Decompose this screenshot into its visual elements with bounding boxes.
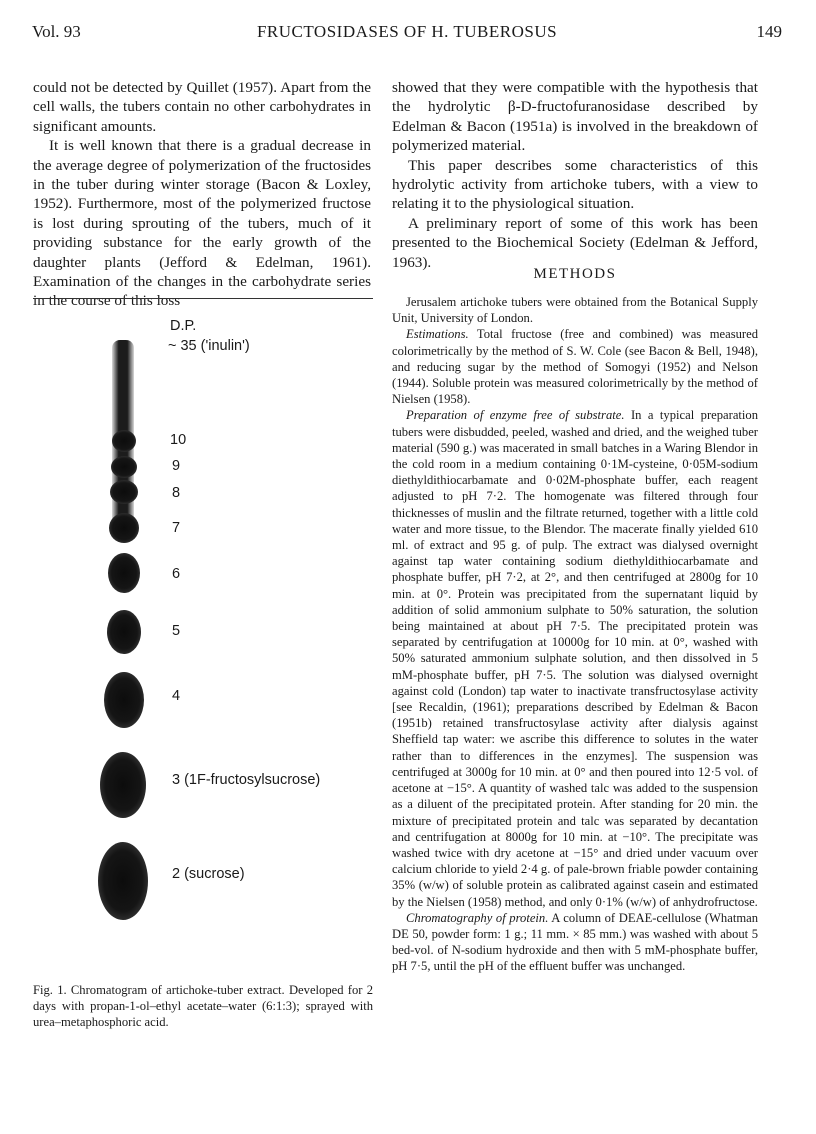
label-dp: D.P. [170,318,197,334]
methods-heading: METHODS [533,266,617,282]
label-4: 4 [172,688,181,704]
spot-dp4 [104,672,144,728]
label-3: 3 (1F-fructosylsucrose) [172,772,321,788]
paragraph: could not be detected by Quillet (1957). Apart from the cell walls, the tubers contain no other carbohydrates in significant amounts. [33,79,371,135]
label-8: 8 [172,485,181,501]
figure-divider [33,298,373,299]
left-column-text [33,78,371,311]
spot-dp6 [108,553,140,593]
spot-dp10 [112,430,136,452]
caption-text: Fig. 1. Chromatogram of artichoke-tuber extract. Developed for 2 days with propan-1-ol–ethyl acetate–water (6:1:3); sprayed with urea–metaphosphoric acid. [33,983,373,1030]
volume-number: Vol. 93 [32,22,81,41]
paragraph: It is well known that there is a gradual decrease in the average degree of polymerization of the fructosides in the tuber during winter storage (Bacon & Loxley, 1952). Furthermore, most of the polymerized fructose is lost during sprouting of the tubers, much of it providing substance for the early growth of the daughter plants (Jefford & Edelman, 1961). Examination of the changes in the carbohydrate series in the course of this loss [33,137,371,310]
label-9: 9 [172,458,181,474]
spot-dp5 [107,610,141,654]
spot-dp7 [109,513,139,543]
subheading: Estimations. [406,327,469,342]
label-inulin: ~ 35 ('inulin') [168,338,250,354]
spot-dp3 [100,752,146,818]
spot-dp2 [98,842,148,920]
right-column-intro [392,78,758,272]
page-header [32,22,782,46]
spot-dp9 [111,456,137,478]
paragraph: Estimations. Total fructose (free and combined) was measured colorimetrically by the method of S. W. Cole (see Bacon & Bell, 1948), and reducing sugar by the method of Somogyi (1952) and Nelson (1944). Soluble protein was measured colorimetrically by the method of Nielsen (1958). [392,327,758,407]
subheading: Preparation of enzyme free of substrate. [406,408,625,423]
running-title: FRUCTOSIDASES OF H. TUBEROSUS [256,22,558,41]
paragraph: Jerusalem artichoke tubers were obtained from the Botanical Supply Unit, University of London. [392,295,758,326]
chromatogram-figure [60,310,380,970]
paragraph: This paper describes some characteristics of this hydrolytic activity from artichoke tubers, with a view to relating it to the physiological situation. [392,156,758,213]
subheading: Chromatography of protein. [406,910,549,925]
figure-caption [33,982,373,1031]
label-2: 2 (sucrose) [172,866,245,882]
label-6: 6 [172,566,181,582]
label-10: 10 [170,432,187,448]
paragraph: Preparation of enzyme free of substrate. In a typical preparation tubers were disbudded, peeled, washed and dried, and the weighed tuber material (590 g.) was macerated in small batches in a Waring Blendor in the cold room in a medium containing 0·1M-cysteine, 0·05M-sodium diethyldithiocarbamate and 0·02M-phosphate buffer, each reagent adjusted to pH 7·2. The homogenate was filtered through four thicknesses of muslin and the filtrate returned, together with a little cold water and more tissue, to the Blendor. The macerate finally yielded 610 ml. of extract and 95 g. of pulp. The extract was dialysed overnight against tap water containing sodium diethyldithiocarbamate and phosphate buffer, pH 7·2, at 2°, and then centrifuged at 2800g for 10 min. at 0°. Protein was precipitated from the supernatant liquid by addition of solid ammonium sulphate to 50% saturation, the solution being maintained at about pH 7·5. The precipitated protein was separated by centrifugation at 10000g for 10 min. at 0°, washed with 50% saturated ammonium sulphate solution, and then dissolved in 5 mM-phosphate buffer, pH 7·5. The solution was dialysed overnight against cold (London) tap water to inactivate transfructosylase activity [see Recaldin, (1961); preparations described by Edelman & Bacon (1951b) retained transfructosylase activity after dialysis against Sheffield tap water: we ascribe this difference to solutes in the water rather than to differences in the enzymes]. The suspension was centrifuged at 3000g for 10 min. at 0° and then poured into 12·5 vol. of acetone at −15°. A quantity of washed talc was added to the suspension as a diluent of the precipitated protein. After standing for 20 min. the mixture of precipitated protein and talc was separated by decantation and centrifugation at 8000g for 10 min. at −10°. The precipitate was washed twice with dry acetone at −15° and dried under vacuum over calcium chloride to yield 2·4 g. of pale-brown friable powder containing 35% (w/w) of soluble protein as calibrated against casein and estimated by the Nielsen (1958) method, and only 0·1% (w/w) of anhydrofructose. [392,408,758,909]
page-number: 149 [756,22,782,41]
paragraph: Chromatography of protein. A column of DEAE-cellulose (Whatman DE 50, powder form: 1 g.; 11 mm. × 85 mm.) was washed with about 5 bed-vol. of N-sodium hydroxide and then with 5 mM-phosphate buffer, pH 7·5, until the pH of the effluent buffer was unchanged. [392,910,759,974]
methods-text [392,294,758,975]
label-7: 7 [172,520,181,536]
label-5: 5 [172,623,181,639]
spot-dp8 [110,480,138,504]
paragraph: A preliminary report of some of this work has been presented to the Biochemical Society (Edelman & Jefford, 1963). [392,214,758,271]
paragraph: showed that they were compatible with the hypothesis that the hydrolytic β-D-fructofuranosidase described by Edelman & Bacon (1951a) is involved in the breakdown of polymerized material. [392,79,758,155]
